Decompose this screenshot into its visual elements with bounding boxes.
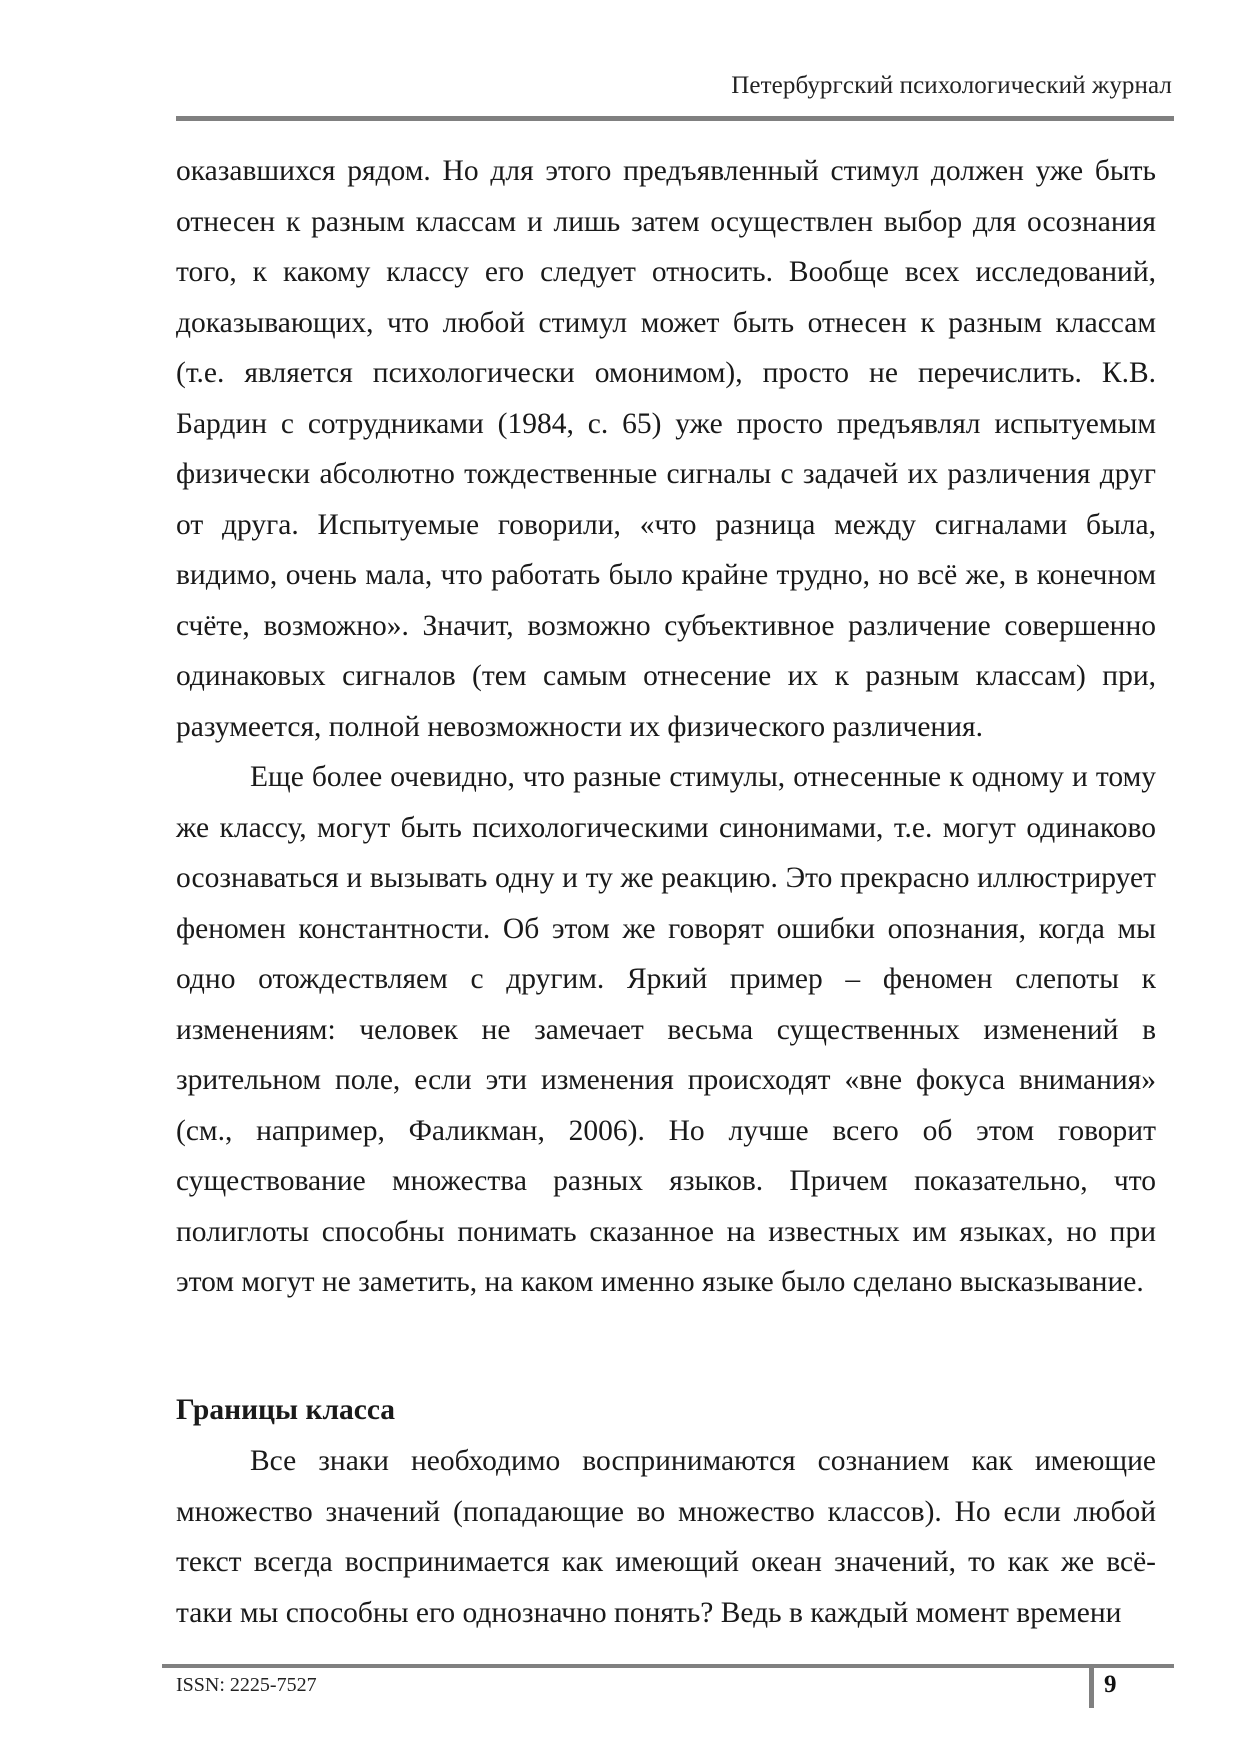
page-number: 9 <box>1104 1671 1117 1698</box>
footer-issn: ISSN: 2225-7527 <box>176 1674 317 1696</box>
footer-rule <box>162 1664 1174 1668</box>
body-text <box>176 146 1156 1308</box>
paragraph: Еще более очевидно, что разные стимулы, отнесенные к одному и тому же классу, могут быть психологическими синонимами, т.е. могут одинаково осознаваться и вызывать одну и ту же реакцию. Это прекрасно иллюстрирует феномен константности. Об этом же говорят ошибки опознания, когда мы одно отождествляем с другим. Яркий пример – феномен слепоты к изменениям: человек не замечает весьма существенных изменений в зрительном поле, если эти изменения происходят «вне фокуса внимания» (см., например, Фаликман, 2006). Но лучше всего об этом говорит существование множества разных языков. Причем показательно, что полиглоты способны понимать сказанное на известных им языках, но при этом могут не заметить, на каком именно языке было сделано высказывание. <box>176 761 1156 1298</box>
section-body <box>176 1436 1156 1638</box>
running-header: Петербургский психологический журнал <box>731 72 1172 99</box>
section-heading: Границы класса <box>176 1394 396 1426</box>
footer-divider <box>1089 1668 1094 1708</box>
paragraph: Все знаки необходимо воспринимаются сознанием как имеющие множество значений (попадающие во множество классов). Но если любой текст всегда воспринимается как имеющий океан значений, то как же всё-таки мы способны его однозначно понять? Ведь в каждый момент времени <box>176 1445 1156 1629</box>
header-rule <box>176 116 1174 121</box>
paragraph-continued: оказавшихся рядом. Но для этого предъявленный стимул должен уже быть отнесен к разным классам и лишь затем осуществлен выбор для осознания того, к какому классу его следует относить. Вообще всех исследований, доказывающих, что любой стимул может быть отнесен к разным классам (т.е. является психологически омонимом), просто не перечислить. К.В. Бардин с сотрудниками (1984, с. 65) уже просто предъявлял испытуемым физически абсолютно тождественные сигналы с задачей их различения друг от друга. Испытуемые говорили, «что разница между сигналами была, видимо, очень мала, что работать было крайне трудно, но всё же, в конечном счёте, возможно». Значит, возможно субъективное различение совершенно одинаковых сигналов (тем самым отнесение их к разным классам) при, разумеется, полной невозможности их физического различения. <box>176 155 1156 743</box>
